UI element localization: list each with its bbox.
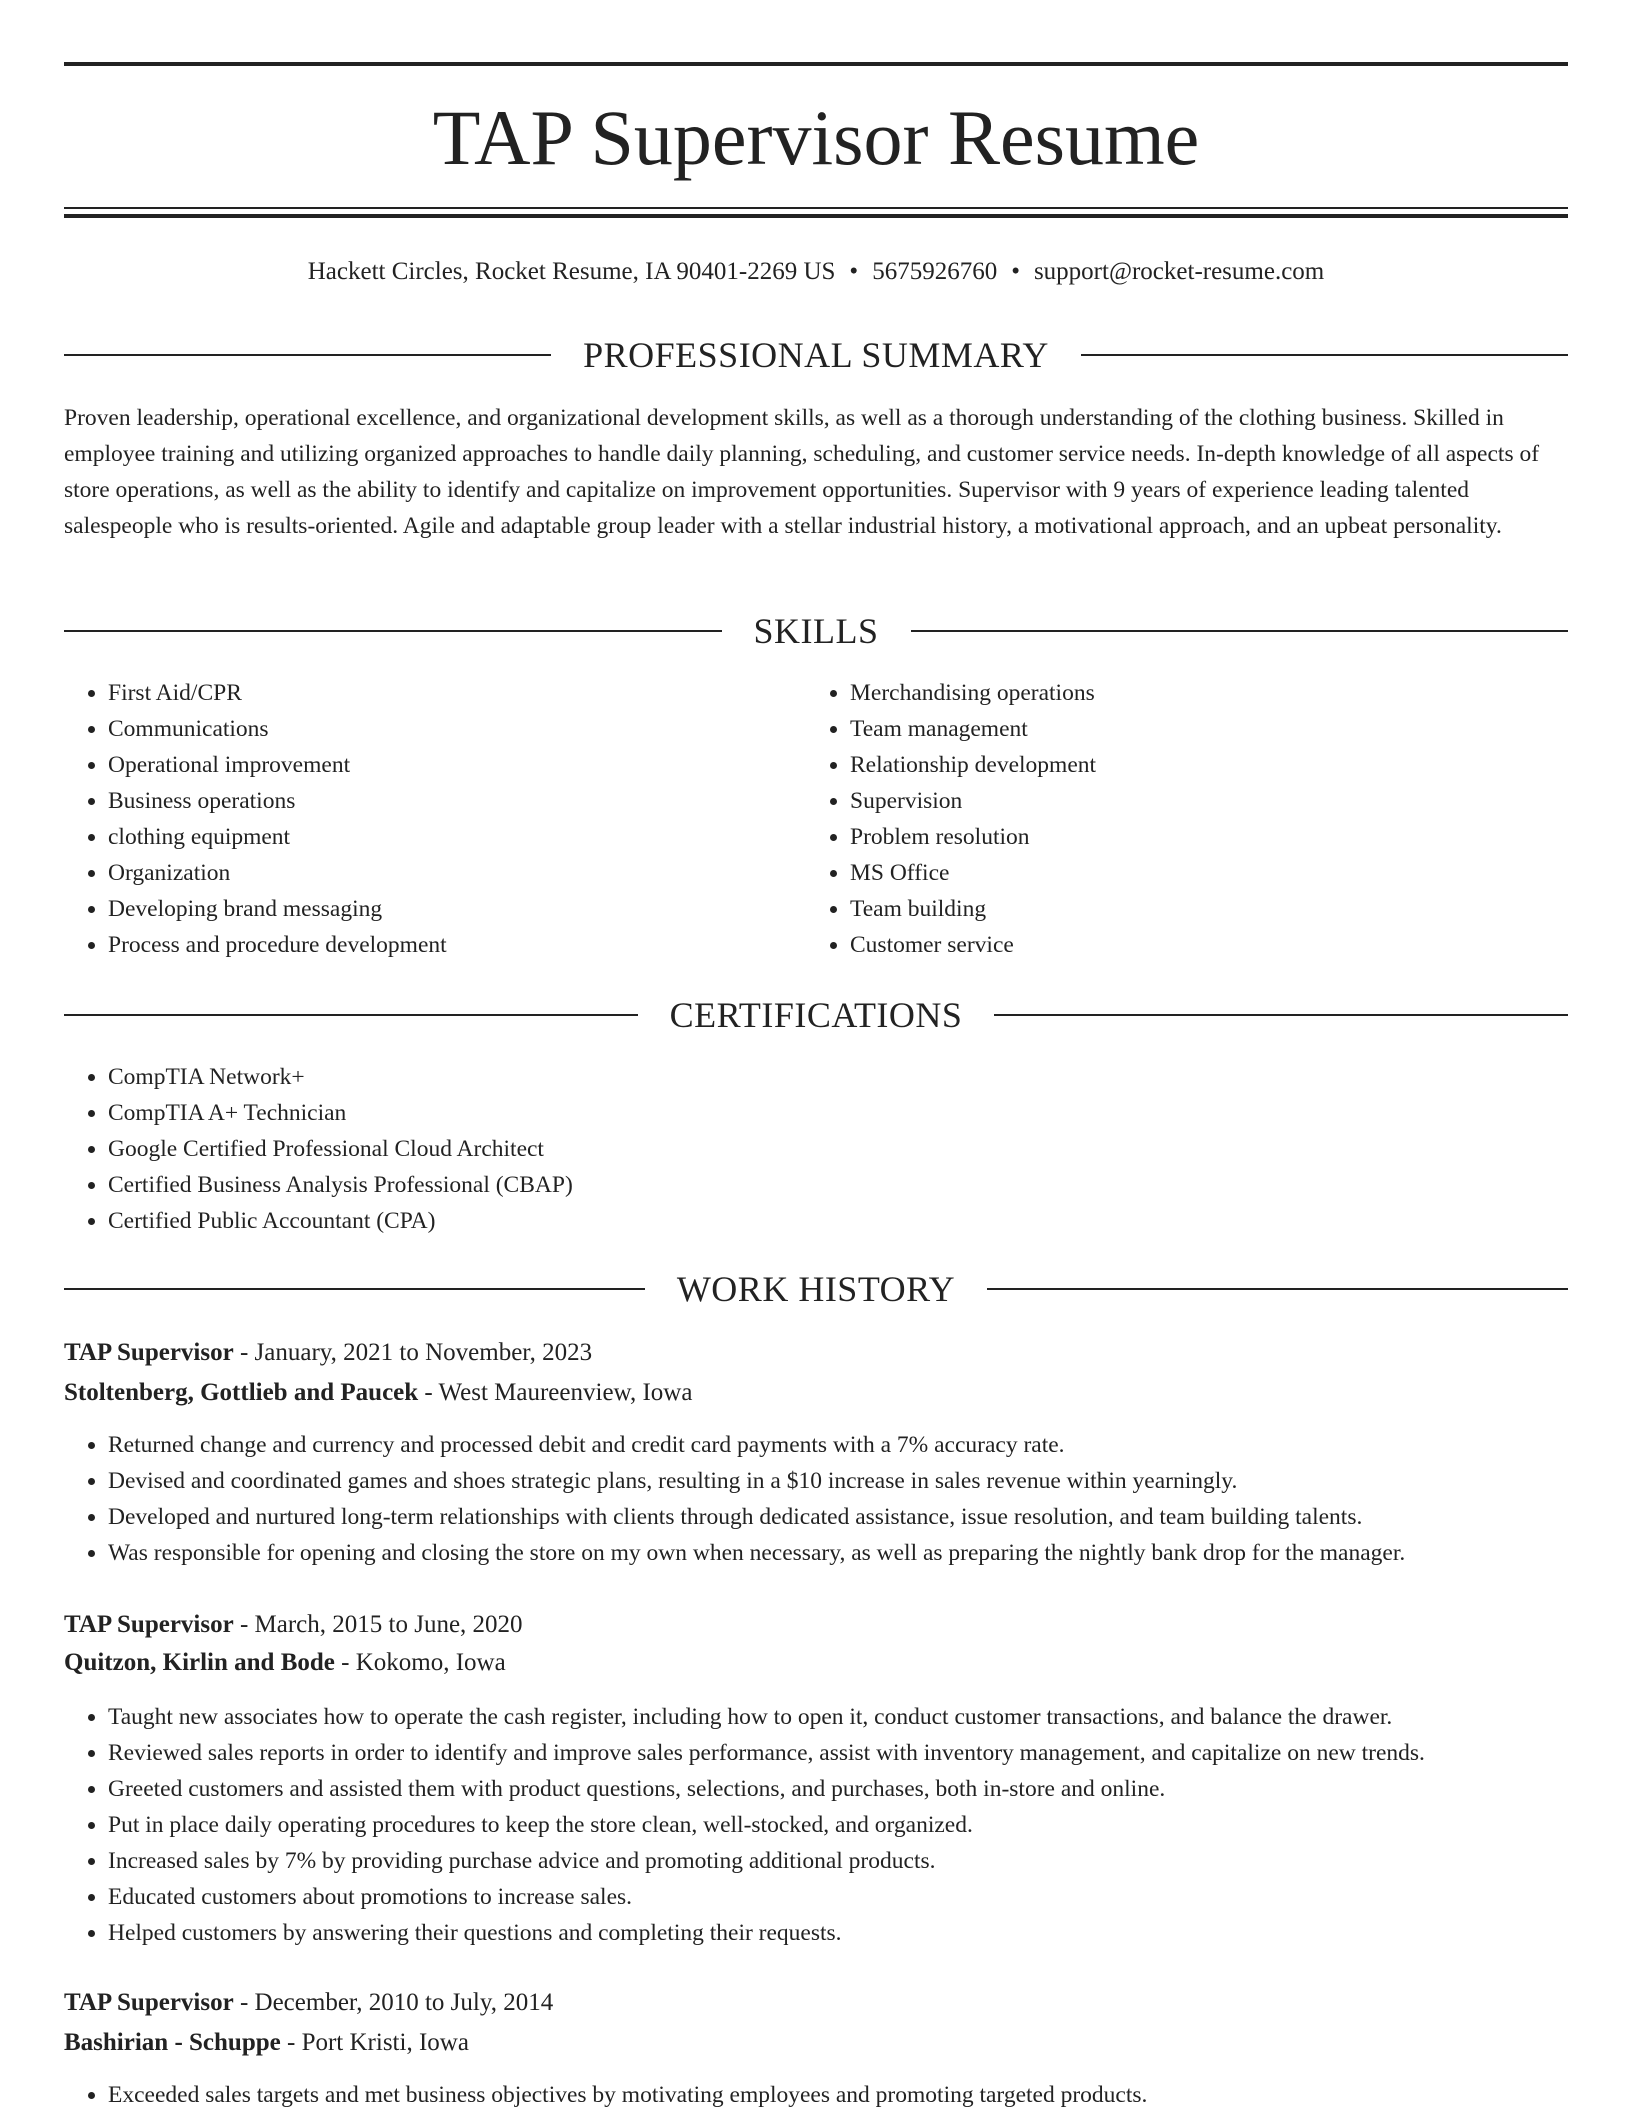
job-company: Stoltenberg, Gottlieb and Paucek [64,1379,419,1406]
skill-item: • Problem resolution [850,819,1550,855]
resume-title: TAP Supervisor Resume [432,94,1200,181]
skills-list-left [64,675,808,963]
summary-section-header [64,333,1568,377]
skill-item: • Merchandising operations [850,675,1550,711]
job-bullet: • Helped customers by answering their questions and completing their requests. [108,1915,1568,1951]
summary-heading: PROFESSIONAL SUMMARY [583,335,1049,375]
job-bullet: • Devised and coordinated games and shoes strategic plans, resulting in a $10 increase in sales revenue within yearningly. [108,1463,1568,1499]
section-divider [1081,354,1568,356]
title-rule-upper [64,207,1568,209]
contact-separator: • [1011,258,1020,285]
skills-list-right [806,675,1550,963]
job-bullet: • Put in place daily operating procedures to keep the store clean, well-stocked, and organized. [108,1807,1568,1843]
skill-item: • Operational improvement [108,747,808,783]
job-bullet: • Returned change and currency and processed debit and credit card payments with a 7% accuracy rate. [108,1427,1568,1463]
job-title: TAP Supervisor [64,1989,234,2016]
job-company-line [64,1373,1568,1413]
skill-item: • Supervision [850,783,1550,819]
certification-item: • CompTIA A+ Technician [108,1095,1508,1131]
job-bullet: • Greeted customers and assisted them with product questions, selections, and purchases, both in-store and online. [108,1771,1568,1807]
job-dates: - March, 2015 to June, 2020 [233,1611,523,1638]
job-bullet: • Developed and nurtured long-term relationships with clients through dedicated assistance, issue resolution, and team building talents. [108,1499,1568,1535]
certification-item: • Certified Public Accountant (CPA) [108,1203,1508,1239]
contact-phone: 5675926760 [872,258,998,285]
job-bullet: • Taught new associates how to operate the cash register, including how to open it, conduct customer transactions, and balance the drawer. [108,1699,1568,1735]
section-divider [64,630,722,632]
job-title-line [64,1605,1568,1645]
work-heading: WORK HISTORY [676,1269,956,1309]
section-divider [64,1014,638,1016]
certification-item: • Certified Business Analysis Professional (CBAP) [108,1167,1508,1203]
job-bullet: • Educated customers about promotions to increase sales. [108,1879,1568,1915]
skills-section-header [64,609,1568,653]
skill-item: • Business operations [108,783,808,819]
job-title-line [64,1333,1568,1373]
skill-item: • Relationship development [850,747,1550,783]
top-rule [64,62,1568,66]
contact-address: Hackett Circles, Rocket Resume, IA 90401-2269 US [307,258,836,285]
job-bullets [64,1699,1568,1951]
job-title: TAP Supervisor [64,1611,234,1638]
work-section-header [64,1267,1568,1311]
skill-item: • Developing brand messaging [108,891,808,927]
section-divider [64,354,551,356]
job-company: Quitzon, Kirlin and Bode [64,1649,335,1676]
job-dates: - December, 2010 to July, 2014 [233,1989,554,2016]
skill-item: • Team building [850,891,1550,927]
job-location: - West Maureenview, Iowa [418,1379,693,1406]
skill-item: • Organization [108,855,808,891]
certifications-list [64,1059,1508,1239]
section-divider [994,1014,1568,1016]
job-dates: - January, 2021 to November, 2023 [233,1339,593,1366]
job-title-line [64,1983,1568,2023]
skill-item: • First Aid/CPR [108,675,808,711]
section-divider [64,1288,645,1290]
skill-item: • clothing equipment [108,819,808,855]
contact-line [64,252,1568,292]
section-divider [987,1288,1568,1290]
job-title: TAP Supervisor [64,1339,234,1366]
job-bullet: • Was responsible for opening and closing the store on my own when necessary, as well as preparing the nightly bank drop for the manager. [108,1535,1568,1571]
skill-item: • Process and procedure development [108,927,808,963]
job-company-line [64,2023,1568,2063]
job-location: - Port Kristi, Iowa [280,2029,469,2056]
job-bullet: • Increased sales by 7% by providing purchase advice and promoting additional products. [108,1843,1568,1879]
skill-item: • MS Office [850,855,1550,891]
skill-item: • Team management [850,711,1550,747]
skill-item: • Customer service [850,927,1550,963]
job-bullet: • Exceeded sales targets and met business objectives by motivating employees and promoting targeted products. [108,2077,1568,2113]
title-rule-lower [64,214,1568,218]
contact-separator: • [849,258,859,285]
certifications-section-header [64,993,1568,1037]
summary-text: Proven leadership, operational excellence, and organizational development skills, as well as a thorough understanding of the clothing business. Skilled in employee training and utilizing organized approaches to handle daily planning, scheduling, and customer service needs. In-depth knowledge of all aspects of store operations, as well as the ability to identify and capitalize on improvement opportunities. Supervisor with 9 years of experience leading talented salespeople who is results-oriented. Agile and adaptable group leader with a stellar industrial history, a motivational approach, and an upbeat personality. [64,405,1540,539]
job-bullets [64,1427,1568,1571]
skill-item: • Communications [108,711,808,747]
certification-item: • Google Certified Professional Cloud Architect [108,1131,1508,1167]
certifications-heading: CERTIFICATIONS [669,995,963,1035]
job-company-line [64,1643,1568,1683]
contact-email: support@rocket-resume.com [1033,258,1325,285]
skills-heading: SKILLS [753,611,879,651]
job-location: - Kokomo, Iowa [334,1649,506,1676]
section-divider [911,630,1569,632]
job-bullets [64,2077,1568,2113]
job-bullet: • Reviewed sales reports in order to identify and improve sales performance, assist with inventory management, and capitalize on new trends. [108,1735,1568,1771]
job-company: Bashirian - Schuppe [64,2029,281,2056]
certification-item: • CompTIA Network+ [108,1059,1508,1095]
